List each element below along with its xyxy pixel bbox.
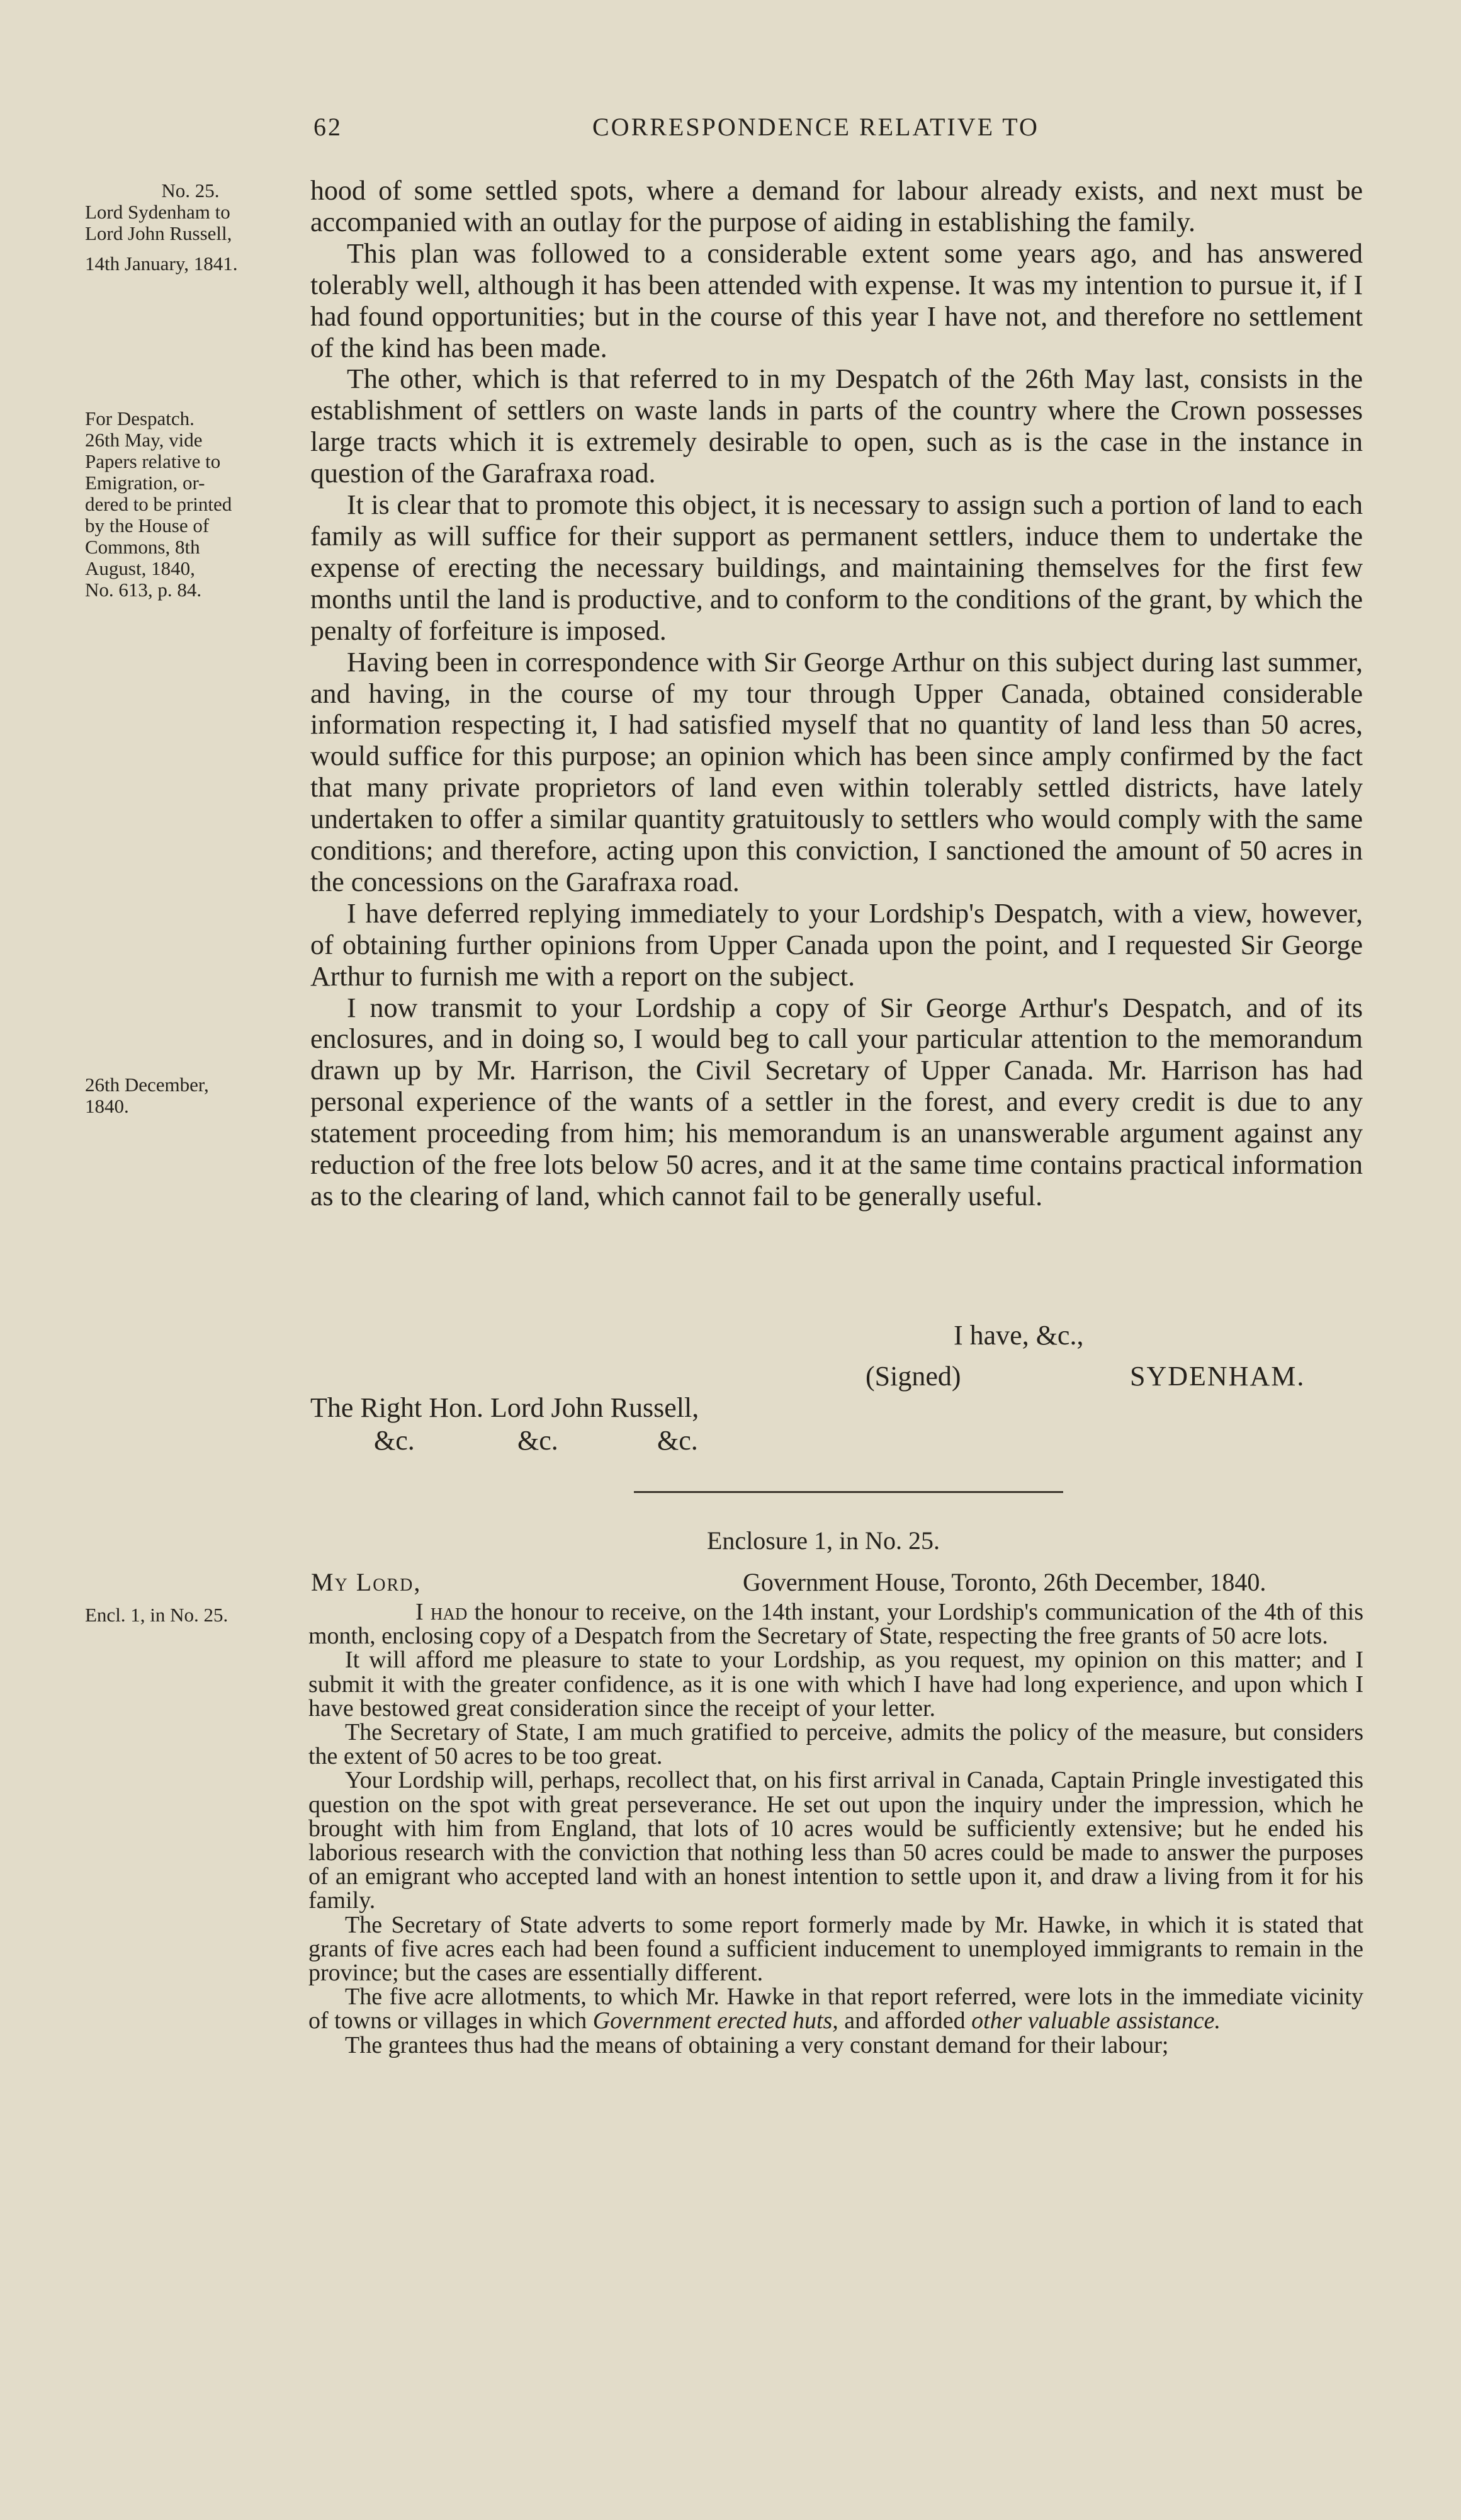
margin-note-enclosure-ref	[85, 1604, 296, 1626]
enclosure-heading: Enclosure 1, in No. 25.	[707, 1526, 940, 1555]
letter-paragraph: It is clear that to promote this object, it is necessary to assign such a portion of land to each family as will suffice for their support as permanent settlers, induce them to undertake the expense of erecting the necessary buildings, and maintaining themselves for the first few months until the land is productive, and to conform to the conditions of the grant, by which the penalty of forfeiture is imposed.	[310, 489, 1363, 646]
margin-line: Lord John Russell,	[85, 222, 232, 244]
margin-line: Encl. 1, in No. 25.	[85, 1604, 228, 1626]
enclosure-text: the honour to receive, on the 14th instant, your Lordship's communication of the 4th of this month, enclosing copy of a Despatch from the Secretary of State, respecting the free grants of 50 acre lots.	[308, 1599, 1364, 1650]
page-header	[313, 112, 1384, 150]
letter-closing: I have, &c.,	[954, 1320, 1084, 1351]
running-title: CORRESPONDENCE RELATIVE TO	[592, 113, 1039, 141]
enclosure-text: and afforded	[838, 2007, 972, 2035]
enclosure-place-date: Government House, Toronto, 26th December, 1840.	[743, 1568, 1266, 1596]
enclosure-paragraph	[308, 1985, 1363, 2033]
margin-line: No. 613, p. 84.	[85, 579, 202, 601]
letter-body	[310, 175, 1363, 1212]
margin-line: by the House of	[85, 514, 210, 536]
margin-line: Lord Sydenham to	[85, 201, 230, 223]
margin-line: August, 1840,	[85, 557, 195, 579]
margin-line: 14th January, 1841.	[85, 253, 238, 275]
margin-line: 1840.	[85, 1095, 129, 1117]
margin-line: Emigration, or-	[85, 472, 205, 494]
enclosure-paragraph: The grantees thus had the means of obtaining a very constant demand for their labour;	[345, 2031, 1169, 2058]
enclosure-paragraph: The Secretary of State adverts to some report formerly made by Mr. Hawke, in which it is stated that grants of five acres each had been found a sufficient inducement to unemployed immigrants to remain in the province; but the cases are essentially different.	[308, 1911, 1363, 1987]
enclosure-paragraph: It will afford me pleasure to state to your Lordship, as you request, my opinion on this matter; and I submit it with the greater confidence, as it is one with which I have had long experience, and upon which I have bestowed great consideration since the receipt of your letter.	[308, 1647, 1363, 1722]
margin-line: No. 25.	[161, 179, 220, 201]
letter-signatory: SYDENHAM.	[1130, 1361, 1306, 1392]
letter-signed: (Signed)	[866, 1361, 961, 1392]
letter-etc: &c.	[657, 1425, 698, 1456]
margin-line: 26th December,	[85, 1074, 209, 1096]
letter-paragraph: I have deferred replying immediately to your Lordship's Despatch, with a view, however, of obtaining further opinions from Upper Canada upon the point, and I requested Sir George Arthur to furnish me with a report on the subject.	[310, 897, 1363, 992]
enclosure-emphasis: Government erected huts,	[592, 2007, 838, 2035]
enclosure-paragraph	[308, 1600, 1363, 1648]
section-divider	[634, 1491, 1063, 1493]
enclosure-emphasis: other valuable assistance.	[971, 2007, 1221, 2035]
margin-line: dered to be printed	[85, 493, 232, 515]
margin-line: For Despatch.	[85, 407, 195, 429]
enclosure-text: The five acre allotments, to which Mr. Hawke in that report referred, were lots in the immediate vicinity of towns or villages in which	[308, 1984, 1363, 2035]
margin-line: Papers relative to	[85, 450, 221, 472]
letter-addressee: The Right Hon. Lord John Russell,	[310, 1392, 699, 1423]
letter-etc: &c.	[517, 1425, 558, 1456]
letter-paragraph: I now transmit to your Lordship a copy of Sir George Arthur's Despatch, and of its enclosures, and in doing so, I would beg to call your particular attention to the memorandum drawn up by Mr. Harrison, the Civil Secretary of Upper Canada. Mr. Harrison has had personal experience of the wants of a settler in the forest, and every credit is due to any statement proceeding from him; his memorandum is an unanswerable argument against any reduction of the free lots below 50 acres, and it at the same time contains practical information as to the clearing of land, which cannot fail to be generally useful.	[310, 992, 1363, 1212]
letter-paragraph: hood of some settled spots, where a demand for labour already exists, and next must be accompanied with an outlay for the purpose of aiding in establishing the family.	[310, 175, 1363, 237]
enclosure-body	[308, 1600, 1363, 2057]
enclosure-paragraph: Your Lordship will, perhaps, recollect that, on his first arrival in Canada, Captain Pringle investigated this question on the spot with great perseverance. He set out upon the inquiry under the impression, which he brought with him from England, that lots of 10 acres would be sufficiently extensive; but he ended his laborious research with the conviction that nothing less than 50 acres could be made to answer the purposes of an emigrant who accepted land with an honest intention to settle upon it, and draw a living from it for his family.	[308, 1767, 1363, 1914]
margin-note-december-date	[85, 1074, 296, 1117]
margin-line: Commons, 8th	[85, 536, 200, 558]
margin-note-despatch-ref	[85, 180, 296, 275]
letter-paragraph: This plan was followed to a considerable extent some years ago, and has answered tolerably well, although it has been attended with expense. It was my intention to pursue it, if I had found opportunities; but in the course of this year I have not, and therefore no settlement of the kind has been made.	[310, 237, 1363, 363]
margin-line: 26th May, vide	[85, 429, 203, 451]
page-number: 62	[313, 113, 342, 141]
enclosure-paragraph: The Secretary of State, I am much gratified to perceive, admits the policy of the measure, but considers the extent of 50 acres to be too great.	[308, 1719, 1363, 1770]
enclosure-first-word: I had	[415, 1599, 468, 1625]
letter-etc: &c.	[374, 1425, 415, 1456]
letter-paragraph: The other, which is that referred to in my Despatch of the 26th May last, consists in the establishment of settlers on waste lands in parts of the country where the Crown possesses large tracts which it is extremely desirable to open, such as is the case in the instance in question of the Garafraxa road.	[310, 363, 1363, 489]
margin-note-for-despatch	[85, 408, 296, 601]
enclosure-salutation: My Lord,	[311, 1568, 422, 1596]
letter-paragraph: Having been in correspondence with Sir George Arthur on this subject during last summer, and having, in the course of my tour through Upper Canada, obtained considerable information respecting it, I had satisfied myself that no quantity of land less than 50 acres, would suffice for this purpose; an opinion which has been since amply confirmed by the fact that many private proprietors of land even within tolerably settled districts, have lately undertaken to offer a similar quantity gratuitously to settlers who would comply with the same conditions; and therefore, acting upon this conviction, I sanctioned the amount of 50 acres in the concessions on the Garafraxa road.	[310, 646, 1363, 897]
